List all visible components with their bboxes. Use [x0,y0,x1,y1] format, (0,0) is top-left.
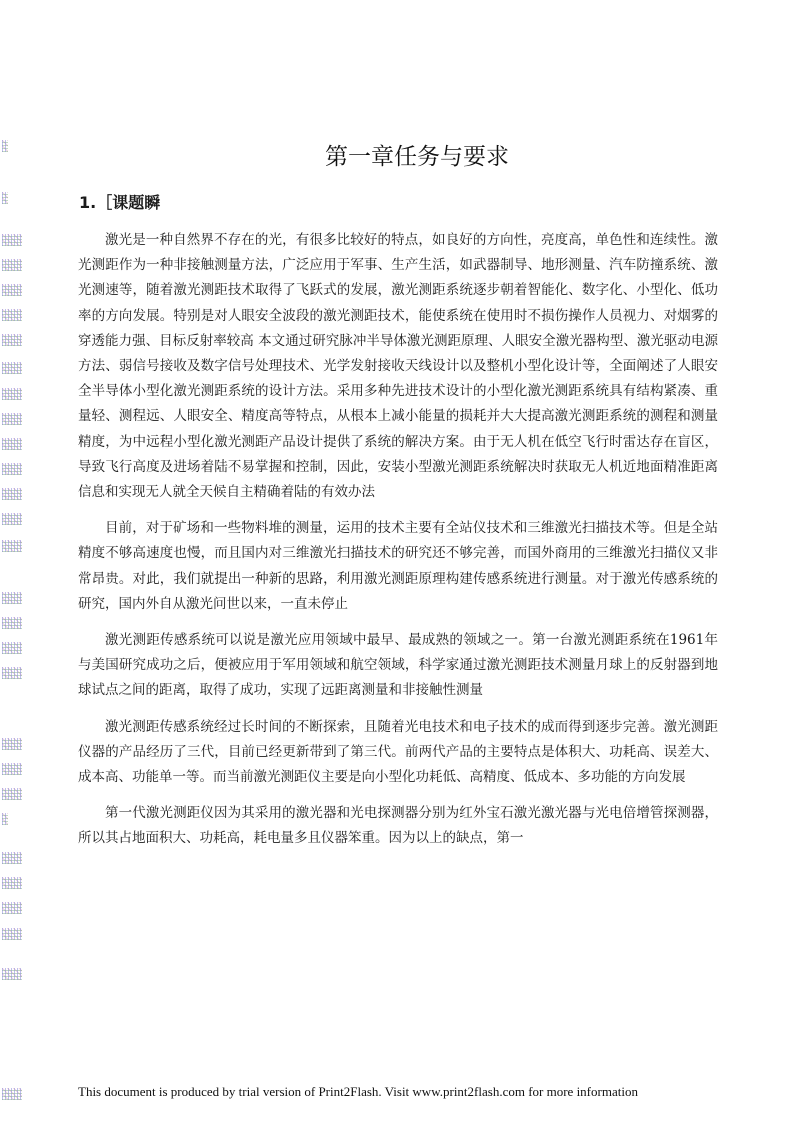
margin-artifact [2,362,22,374]
margin-artifact [2,309,22,321]
margin-artifact [2,1088,22,1100]
margin-artifact [2,234,22,246]
paragraph: 第一代激光测距仪因为其采用的激光器和光电探测器分别为红外宝石激光激光器与光电倍增管探测器，所以其占地面积大、功耗高，耗电量多且仪器笨重。因为以上的缺点，第一 [78,805,718,847]
margin-artifact [2,192,8,204]
margin-artifact [2,513,22,525]
paragraph: 激光测距传感系统经过长时间的不断探索，且随着光电技术和电子技术的成而得到逐步完善。激光测距仪器的产品经历了三代，目前已经更新带到了第三代。前两代产品的主要特点是体积大、功耗高、误差大、成本高、功能单一等。而当前激光测距仪主要是向小型化功耗低、高精度、低成本、多功能的方向发展 [78,718,718,786]
margin-artifact [2,592,22,604]
paragraph: 目前，对于矿场和一些物料堆的测量，运用的技术主要有全站仪技术和三维激光扫描技术等。但是全站精度不够高速度也慢，而且国内对三维激光扫描技术的研究还不够完善，而国外商用的三维激光扫描仪又非常昂贵。对此，我们就提出一种新的思路，利用激光测距原理构建传感系统进行测量。对于激光传感系统的研究，国内外自从激光问世以来，一直未停止 [78,520,718,612]
margin-artifact [2,259,22,271]
paragraph: 激光是一种自然界不存在的光，有很多比较好的特点，如良好的方向性，亮度高，单色性和连续性。激光测距作为一种非接触测量方法，广泛应用于军事、生产生活，如武器制导、地形测量、汽车防撞系统、激光测速等，随着激光测距技术取得了飞跃式的发展，激光测距系统逐步朝着智能化、数字化、小型化、低功率的方向发展。特别是对人眼安全波段的激光测距技术，能使系统在使用时不损伤操作人员视力、对烟雾的穿透能力强、目标反射率较高 本文通过研究脉冲半导体激光测距原理、人眼安全激光器构型、激光驱动电源方法、弱信号接收及数字信号处理技术、光学发射接收天线设计以及整机小型化设计等，全面阐述了人眼安全半导体小型化激光测距系统的设计方法。采用多种先进技术设计的小型化激光测距系统具有结构紧凑、重量轻、测程远、人眼安全、精度高等特点，从根本上减小能量的损耗并大大提高激光测距系统的测程和测量精度，为中远程小型化激光测距产品设计提供了系统的解决方案。由于无人机在低空飞行时雷达存在盲区，导致飞行高度及进场着陆不易掌握和控制，因此，安装小型激光测距系统解决时获取无人机近地面精准距离信息和实现无人就全天候自主精确着陆的有效办法 [78,232,718,501]
margin-artifact [2,788,22,800]
margin-artifact [2,488,22,500]
section-heading: 1.［课题瞬 [79,193,161,212]
body-text [78,228,718,863]
margin-artifact [2,388,22,400]
margin-artifact [2,413,22,425]
margin-artifact [2,438,22,450]
margin-artifact [2,617,22,629]
margin-artifact [2,738,22,750]
margin-artifact [2,852,22,864]
margin-artifact [2,928,22,940]
trial-footer: This document is produced by trial version of Print2Flash. Visit www.print2flash.com for more information [78,1084,638,1099]
margin-artifact [2,877,22,889]
chapter-title: 第一章任务与要求 [325,144,509,170]
paragraph: 激光测距传感系统可以说是激光应用领域中最早、最成熟的领域之一。第一台激光测距系统在1961年与美国研究成功之后，便被应用于军用领域和航空领域，科学家通过激光测距技术测量月球上的反射器到地球试点之间的距离，取得了成功，实现了远距离测量和非接触性测量 [78,632,718,699]
margin-artifact [2,667,22,679]
margin-artifact [2,968,22,980]
margin-artifact [2,463,22,475]
margin-artifact [2,334,22,346]
margin-artifact [2,902,22,914]
margin-artifact [2,540,22,552]
margin-artifact [2,813,8,825]
margin-artifact [2,763,22,775]
margin-artifact [2,642,22,654]
margin-artifact [2,284,22,296]
